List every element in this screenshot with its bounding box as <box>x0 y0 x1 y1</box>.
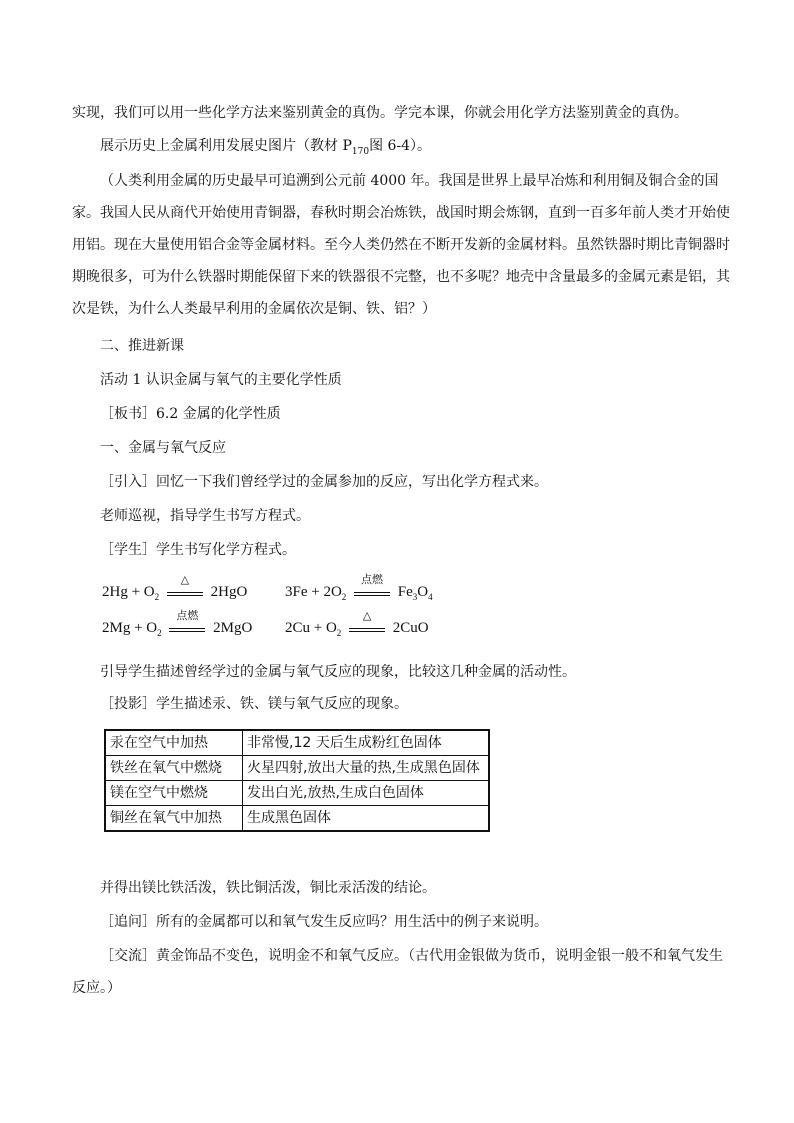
reaction-phenomena-table <box>104 729 490 832</box>
table-cell-phenomenon: 发出白光,放热,生成白色固体 <box>243 781 490 806</box>
reaction-arrow <box>167 572 203 600</box>
equation-fe <box>285 572 433 602</box>
table-row <box>105 730 489 756</box>
reaction-condition: 点燃 <box>361 572 384 586</box>
reaction-condition: 点燃 <box>176 608 199 622</box>
table-cell-phenomenon: 非常慢,12 天后生成粉红色固体 <box>243 730 490 756</box>
table-cell-condition: 汞在空气中加热 <box>105 730 243 756</box>
page-subscript: 170 <box>351 146 370 157</box>
eq-sub: 4 <box>428 592 433 602</box>
eq-right: 2HgO <box>210 584 248 600</box>
eq-right: 2MgO <box>213 620 253 636</box>
blackboard-note: ［板书］6.2 金属的化学性质 <box>100 406 281 422</box>
paragraph-follow-up: ［追问］所有的金属都可以和氧气发生反应吗？用生活中的例子来说明。 <box>100 914 548 930</box>
equation-mg <box>102 608 253 638</box>
equation-cu <box>285 608 429 638</box>
reaction-arrow <box>354 572 390 600</box>
paragraph-student: ［学生］学生书写化学方程式。 <box>100 542 296 558</box>
paragraph-show-history <box>72 130 732 162</box>
paragraph-intro-end: 实现，我们可以用一些化学方法来鉴别黄金的真伪。学完本课，你就会用化学方法鉴别黄金的真伪。 <box>72 105 688 121</box>
eq-sub: 2 <box>157 628 162 638</box>
eq-sub: 2 <box>341 592 347 602</box>
eq-sub: 2 <box>154 592 160 602</box>
table-cell-condition: 镁在空气中燃烧 <box>105 781 243 806</box>
reaction-condition: △ <box>180 572 190 586</box>
reaction-arrow <box>349 608 385 636</box>
table-cell-phenomenon: 火星四射,放出大量的热,生成黑色固体 <box>243 756 490 781</box>
table-cell-condition: 铜丝在氧气中加热 <box>105 806 243 832</box>
table-row <box>105 806 489 832</box>
table-row <box>105 756 489 781</box>
eq-left: 2Cu + O <box>285 620 337 636</box>
paragraph-discussion: ［交流］黄金饰品不变色，说明金不和氧气反应。（古代用金银做为货币，说明金银一般不和氧气发生反应。） <box>72 948 723 996</box>
reaction-arrow <box>169 608 205 636</box>
text-part: 展示历史上金属利用发展史图片（教材 P <box>100 138 352 154</box>
table-cell-condition: 铁丝在氧气中燃烧 <box>105 756 243 781</box>
eq-left: 2Hg + O <box>102 584 155 600</box>
paragraph-projection: ［投影］学生描述汞、铁、镁与氧气反应的现象。 <box>100 696 408 712</box>
eq-right: 2CuO <box>392 620 429 636</box>
paragraph-guide: 引导学生描述曾经学过的金属与氧气反应的现象，比较这几种金属的活动性。 <box>100 664 576 680</box>
paragraph-teacher: 老师巡视，指导学生书写方程式。 <box>100 508 310 524</box>
text-part: 图 6-4）。 <box>369 138 432 154</box>
eq-sub: 3 <box>412 592 418 602</box>
eq-left: 2Mg + O <box>102 620 158 636</box>
eq-right: Fe <box>397 584 413 600</box>
eq-left: 3Fe + 2O <box>285 584 342 600</box>
table-cell-phenomenon: 生成黑色固体 <box>243 806 490 832</box>
eq-right-mid: O <box>417 584 429 600</box>
subsection-heading: 一、金属与氧气反应 <box>100 440 226 456</box>
eq-sub: 2 <box>336 628 342 638</box>
paragraph-metal-history: （人类利用金属的历史最早可追溯到公元前 4000 年。我国是世界上最早冶炼和利用铜及铜合金的国家。我国人民从商代开始使用青铜器，春秋时期会冶炼铁，战国时期会炼钢，直到一百多年前人类才开始使用铝。现在大量使用铝合金等金属材料。至今人类仍然在不断开发新的金属材料。虽然铁器时期比青铜器时期晚很多，可为什么铁器时期能保留下来的铁器很不完整，也不多呢？地壳中含量最多的金属元素是铝，其次是铁，为什么人类最早利用的金属依次是铜、铁、铝？） <box>72 173 730 317</box>
section-heading-new-lesson: 二、推进新课 <box>100 338 184 354</box>
table-row <box>105 781 489 806</box>
paragraph-introduce: ［引入］回忆一下我们曾经学过的金属参加的反应，写出化学方程式来。 <box>100 474 548 490</box>
reaction-condition: △ <box>362 608 372 622</box>
equation-hg <box>102 572 248 602</box>
activity-title: 活动 1 认识金属与氧气的主要化学性质 <box>100 372 342 388</box>
paragraph-conclusion: 并得出镁比铁活泼，铁比铜活泼，铜比汞活泼的结论。 <box>100 880 436 896</box>
